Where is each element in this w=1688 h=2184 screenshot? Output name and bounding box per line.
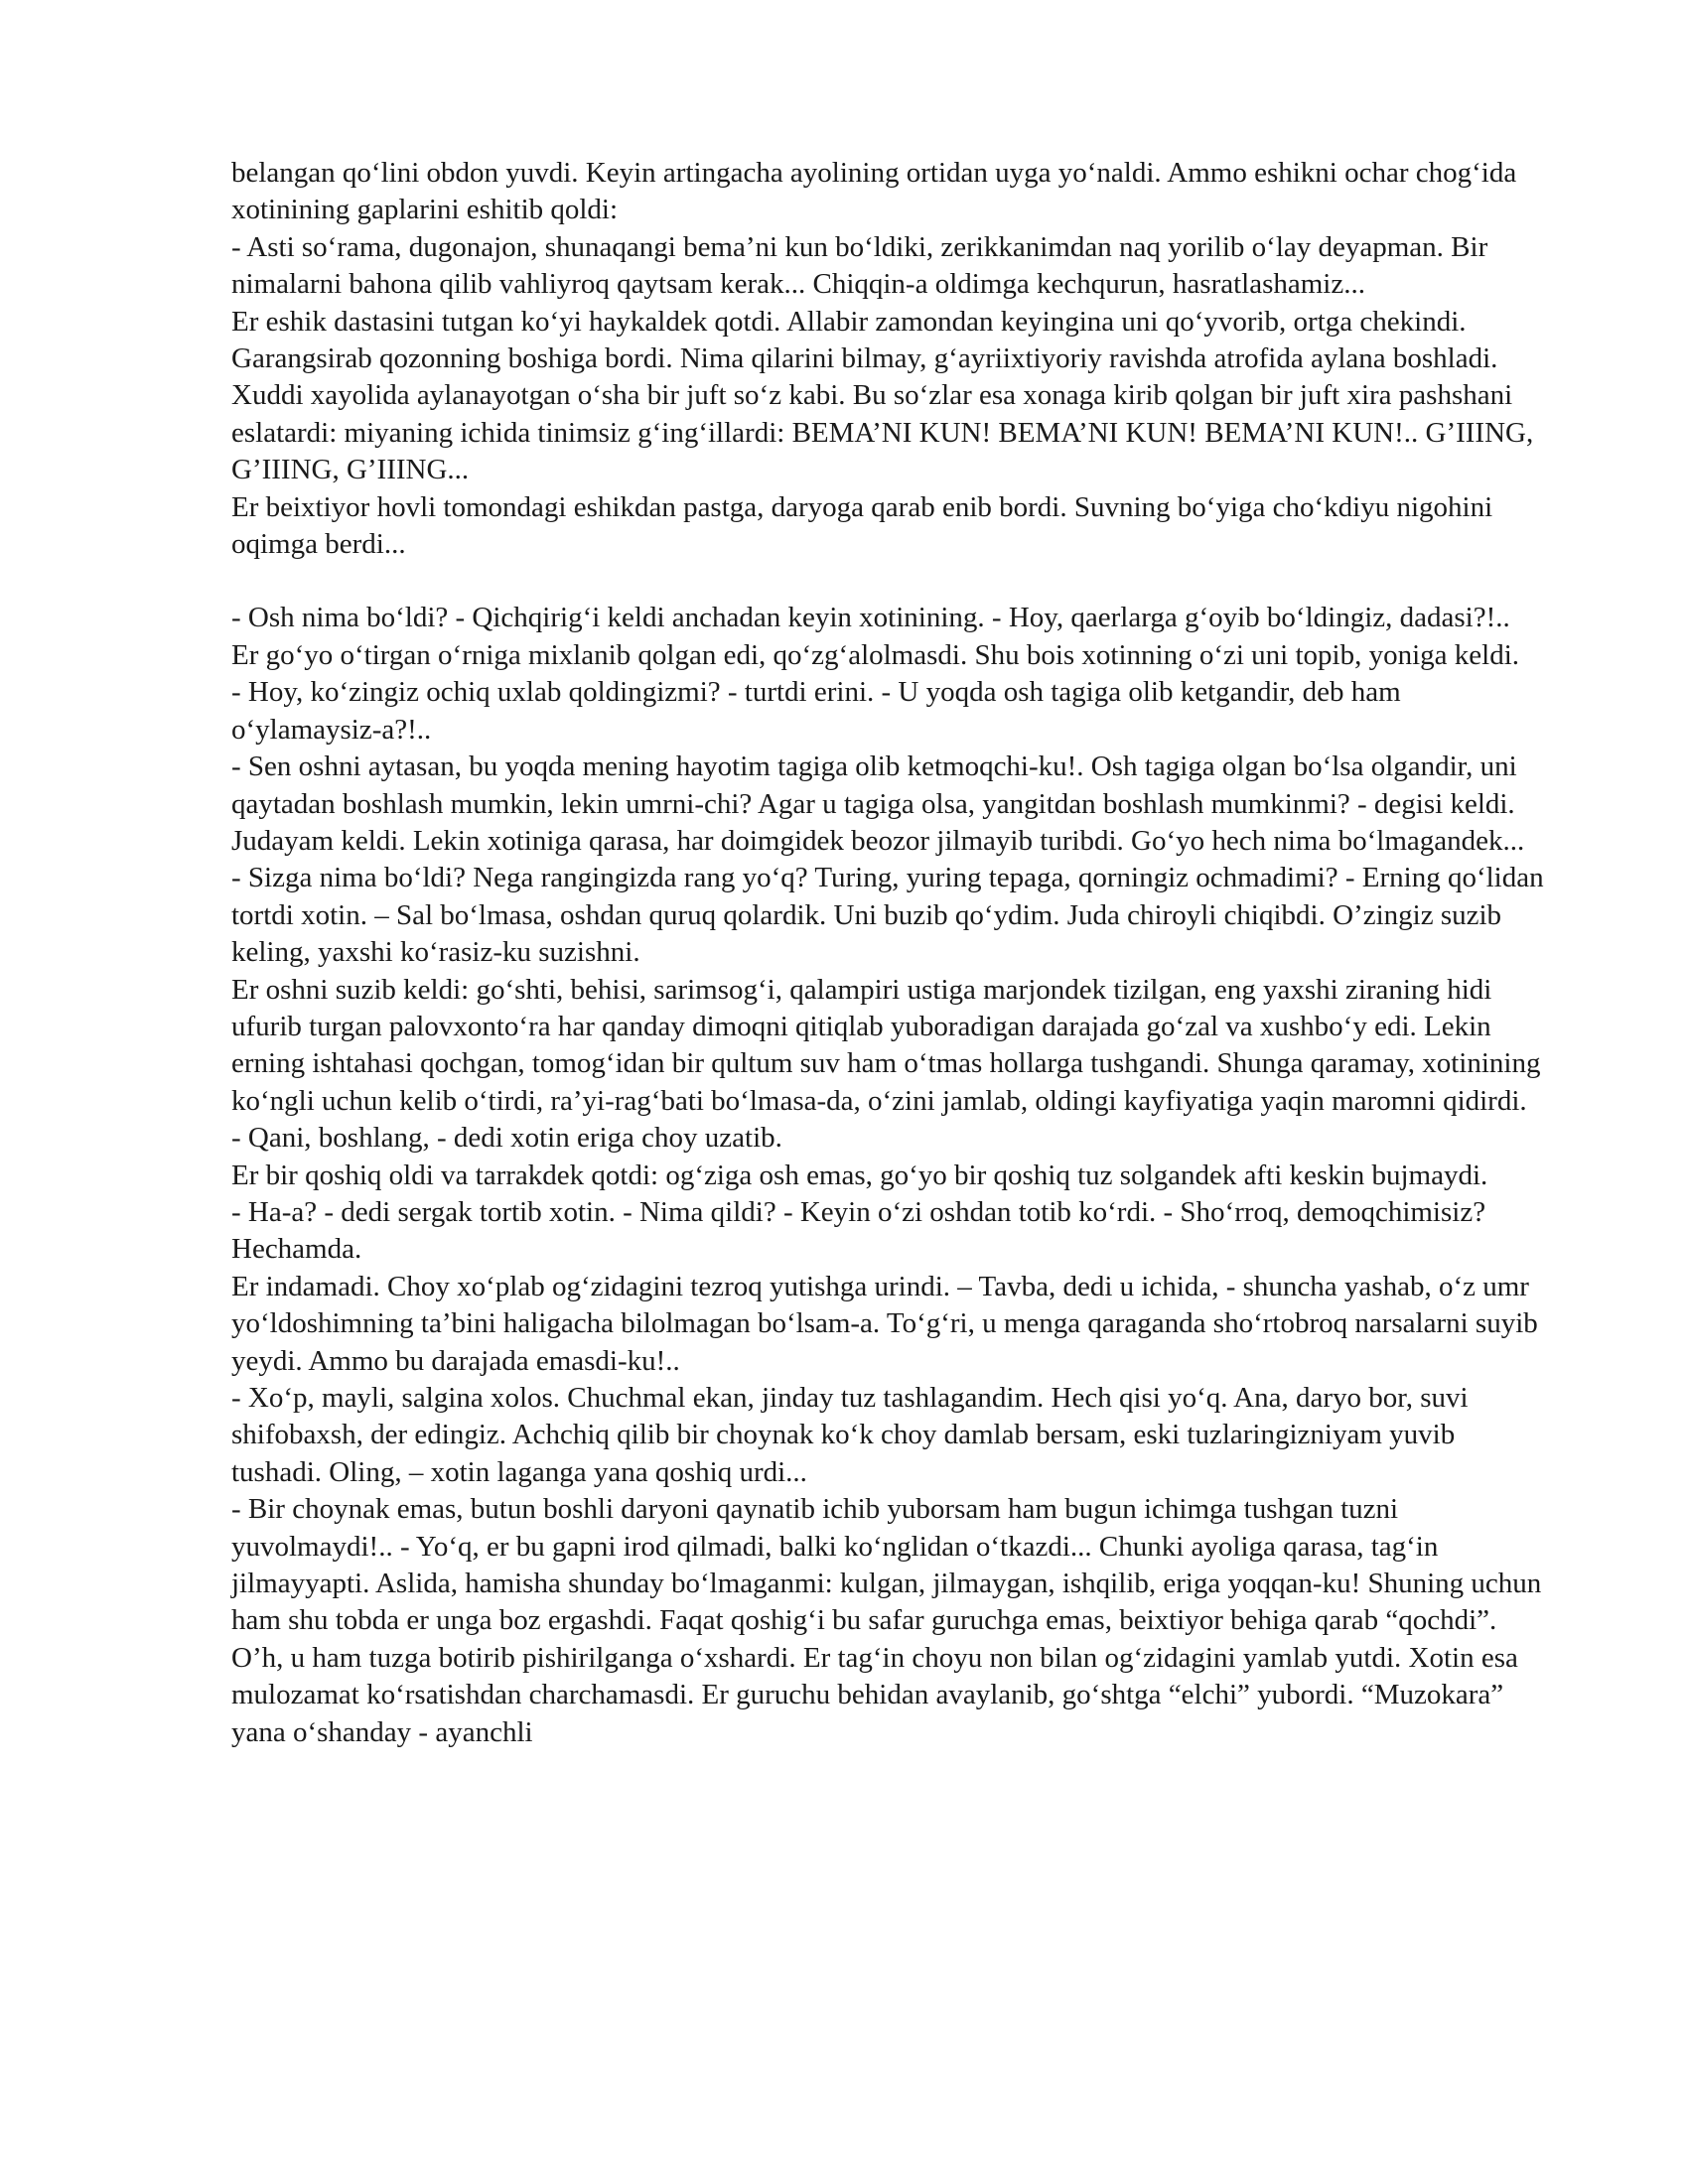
paragraph: Er eshik dastasini tutgan ko‘yi haykaldek qotdi. Allabir zamondan keyingina uni qo‘yvorib, ortga chekindi. Garangsirab qozonning boshiga bordi. Nima qilarini bilmay, g‘ayriixtiyoriy ravishda atrofida aylana boshladi. Xuddi xayolida aylanayotgan o‘sha bir juft so‘z kabi. Bu so‘zlar esa xonaga kirib qolgan bir juft xira pashshani eslatardi: miyaning ichida tinimsiz g‘ing‘illardi: BEMA’NI KUN! BEMA’NI KUN! BEMA’NI KUN!.. G’IIING, G’IIING, G’IIING...: [231, 305, 1534, 486]
paragraph: Er indamadi. Choy xo‘plab og‘zidagini tezroq yutishga urindi. – Tavba, dedi u ichida, - shuncha yashab, o‘z umr yo‘ldoshimning ta’bini haligacha bilolmagan bo‘lsam-a. To‘g‘ri, u menga qaraganda sho‘rtobroq narsalarni suyib yeydi. Ammo bu darajada emasdi-ku!..: [231, 1270, 1538, 1377]
paragraph: - Xo‘p, mayli, salgina xolos. Chuchmal ekan, jinday tuz tashlagandim. Hech qisi yo‘q. Ana, daryo bor, suvi shifobaxsh, der edingiz. Achchiq qilib bir choynak ko‘k choy damlab bersam, eski tuzlaringizniyam yuvib tushadi. Oling, – xotin laganga yana qoshiq urdi...: [231, 1382, 1469, 1488]
paragraph: - Bir choynak emas, butun boshli daryoni qaynatib ichib yuborsam ham bugun ichimga tushgan tuzni yuvolmaydi!.. - Yo‘q, er bu gapni irod qilmadi, balki ko‘nglidan o‘tkazdi... Chunki ayoliga qarasa, tag‘in jilmayyapti. Aslida, hamisha shunday bo‘lmaganmi: kulgan, jilmaygan, ishqilib, eriga yoqqan-ku! Shuning uchun ham shu tobda er unga boz ergashdi. Faqat qoshig‘i bu safar guruchga emas, beixtiyor behiga qarab “qochdi”. O’h, u ham tuzga botirib pishirilganga o‘xshardi. Er tag‘in choyu non bilan og‘zidagini yamlab yutdi. Xotin esa mulozamat ko‘rsatishdan charchamasdi. Er guruchu behidan avaylanib, go‘shtga “elchi” yubordi. “Muzokara” yana o‘shanday - ayanchli: [231, 1493, 1542, 1748]
paragraph: - Qani, boshlang, - dedi xotin eriga choy uzatib.: [231, 1122, 782, 1155]
paragraph: Er beixtiyor hovli tomondagi eshikdan pastga, daryoga qarab enib bordi. Suvning bo‘yiga cho‘kdiyu nigohini oqimga berdi...: [231, 490, 1493, 561]
paragraph: belangan qo‘lini obdon yuvdi. Keyin artingacha ayolining ortidan uyga yo‘naldi. Ammo eshikni ochar chog‘ida xotinining gaplarini eshitib qoldi:: [231, 157, 1517, 226]
paragraph: - Osh nima bo‘ldi? - Qichqirig‘i keldi anchadan keyin xotinining. - Hoy, qaerlarga g‘oyib bo‘ldingiz, dadasi?!..: [231, 602, 1510, 634]
paragraph: - Asti so‘rama, dugonajon, shunaqangi bema’ni kun bo‘ldiki, zerikkanimdan naq yorilib o‘lay deyapman. Bir nimalarni bahona qilib vahliyroq qaytsam kerak... Chiqqin-a oldimga kechqurun, hasratlashamiz...: [231, 230, 1488, 301]
paragraph: - Sizga nima bo‘ldi? Nega rangingizda rang yo‘q? Turing, yuring tepaga, qorningiz ochmadimi? - Erning qo‘lidan tortdi xotin. – Sal bo‘lmasa, oshdan quruq qolardik. Uni buzib qo‘ydim. Juda chiroyli chiqibdi. O’zingiz suzib keling, yaxshi ko‘rasiz-ku suzishni.: [231, 862, 1544, 969]
paragraph: - Hoy, ko‘zingiz ochiq uxlab qoldingizmi? - turtdi erini. - U yoqda osh tagiga olib ketgandir, deb ham o‘ylamaysiz-a?!..: [231, 676, 1401, 746]
paragraph: Er bir qoshiq oldi va tarrakdek qotdi: og‘ziga osh emas, go‘yo bir qoshiq tuz solgandek afti keskin bujmaydi.: [231, 1159, 1488, 1191]
paragraph: - Sen oshni aytasan, bu yoqda mening hayotim tagiga olib ketmoqchi-ku!. Osh tagiga olgan bo‘lsa olgandir, uni qaytadan boshlash mumkin, lekin umrni-chi? Agar u tagiga olsa, yangitdan boshlash mumkinmi? - degisi keldi. Judayam keldi. Lekin xotiniga qarasa, har doimgidek beozor jilmayib turibdi. Go‘yo hech nima bo‘lmagandek...: [231, 751, 1525, 857]
paragraph: - Ha-a? - dedi sergak tortib xotin. - Nima qildi? - Keyin o‘zi oshdan totib ko‘rdi. - Sho‘rroq, demoqchimisiz? Hechamda.: [231, 1195, 1486, 1266]
paragraph: Er go‘yo o‘tirgan o‘rniga mixlanib qolgan edi, qo‘zg‘alolmasdi. Shu bois xotinning o‘zi uni topib, yoniga keldi.: [231, 638, 1520, 671]
document-body: [231, 155, 1550, 1751]
paragraph: Er oshni suzib keldi: go‘shti, behisi, sarimsog‘i, qalampiri ustiga marjondek tizilgan, eng yaxshi ziraning hidi ufurib turgan palovxonto‘ra har qanday dimoqni qitiqlab yuboradigan darajada go‘zal va xushbo‘y edi. Lekin erning ishtahasi qochgan, tomog‘idan bir qultum suv ham o‘tmas hollarga tushgandi. Shunga qaramay, xotinining ko‘ngli uchun kelib o‘tirdi, ra’yi-rag‘bati bo‘lmasa-da, o‘zini jamlab, oldingi kayfiyatiga yaqin maromni qidirdi.: [231, 973, 1541, 1117]
